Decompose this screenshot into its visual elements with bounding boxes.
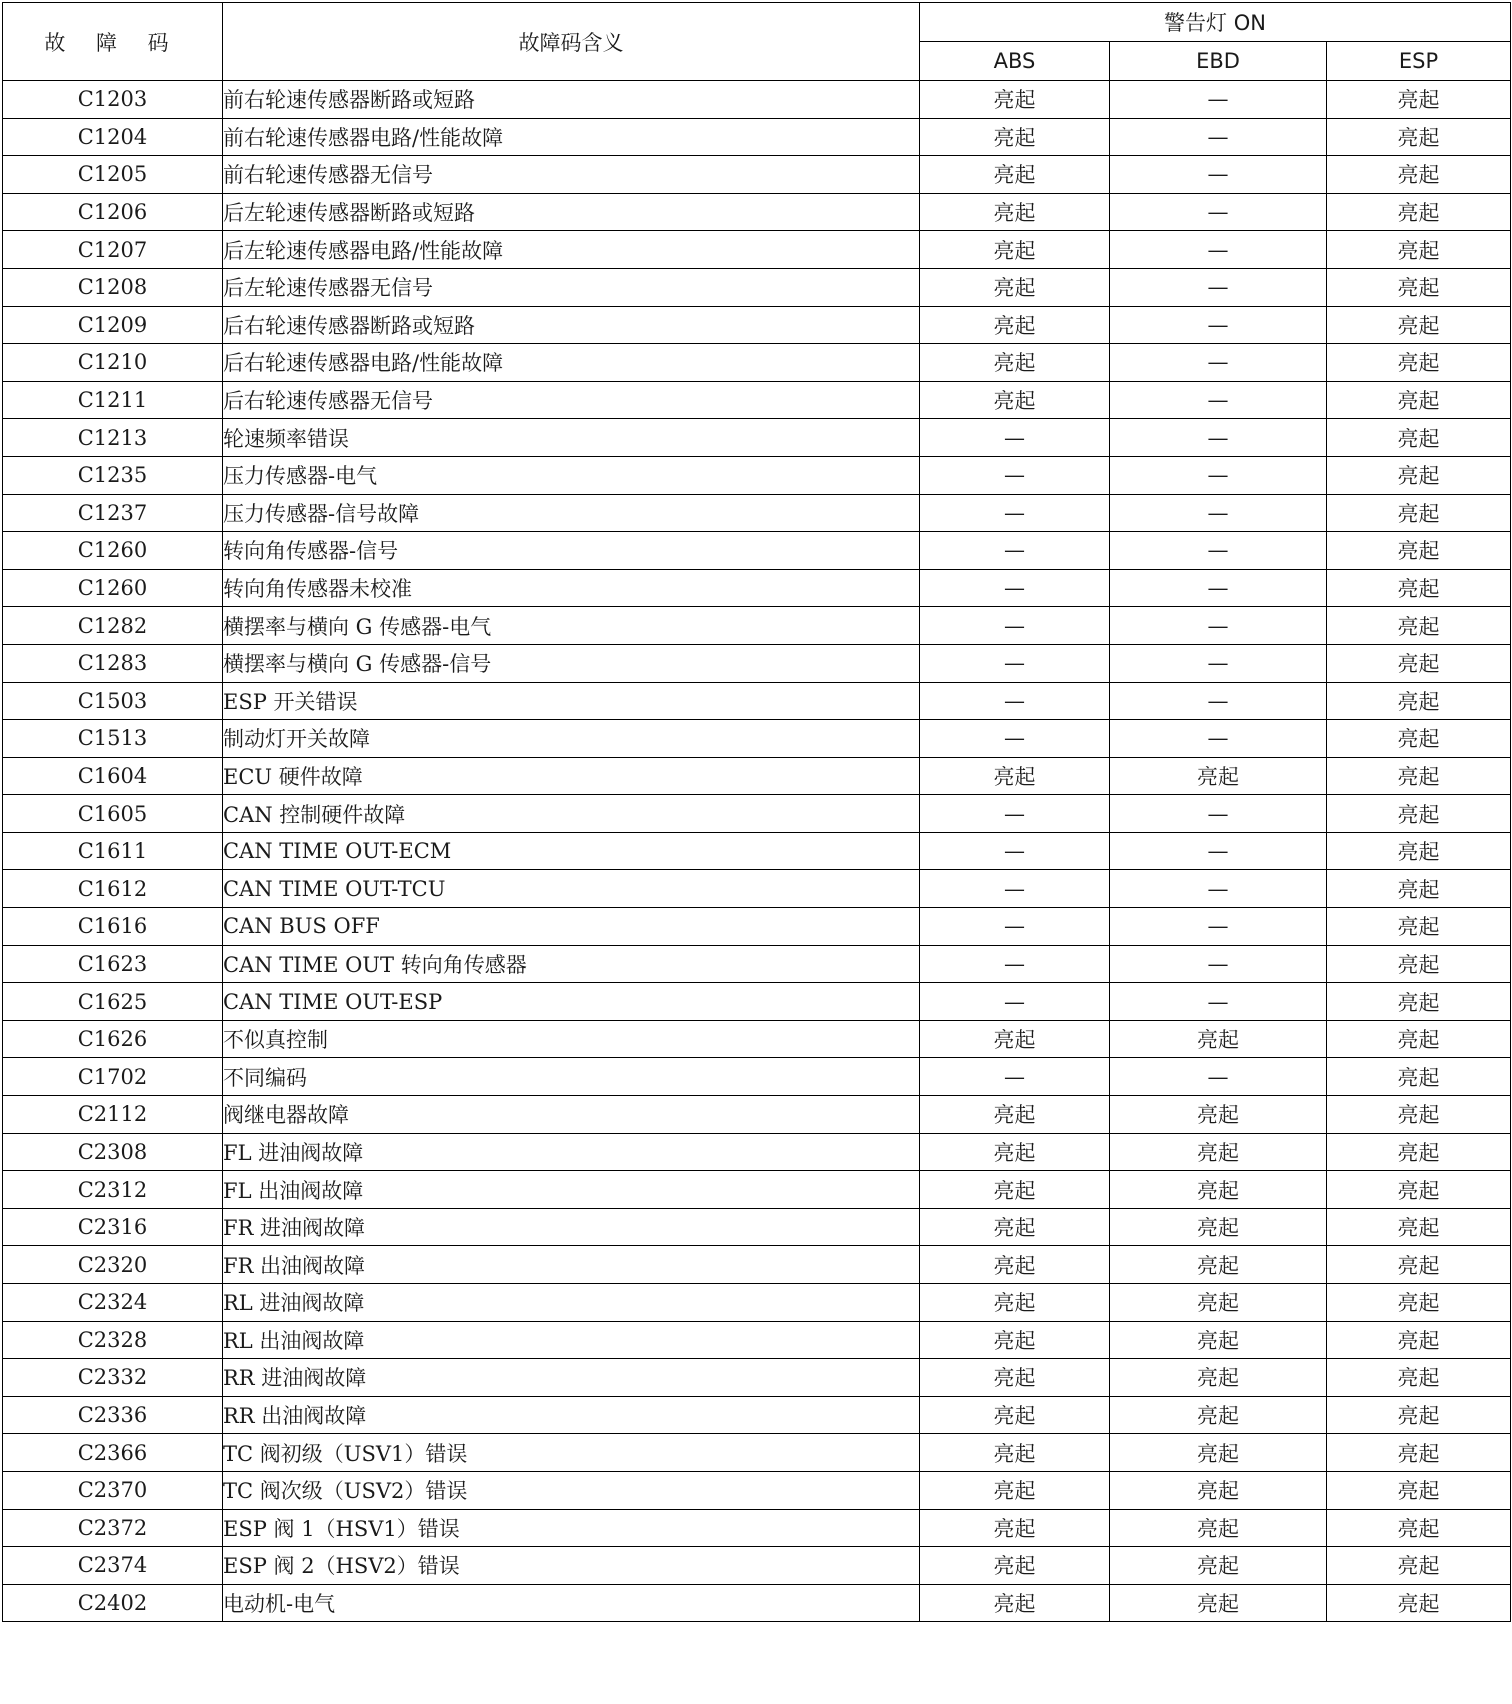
table-row [3,1584,1511,1622]
fault-meaning-cell: TC 阀次级（USV2）错误 [223,1471,920,1509]
esp-status-cell: 亮起 [1327,795,1511,833]
table-row [3,532,1511,570]
fault-code-cell: C1625 [3,983,223,1021]
ebd-status-cell: 亮起 [1110,1471,1327,1509]
esp-status-cell: 亮起 [1327,644,1511,682]
esp-status-cell: 亮起 [1327,456,1511,494]
abs-status-cell: 亮起 [920,1321,1110,1359]
ebd-status-cell: — [1110,607,1327,645]
fault-meaning-cell: 后右轮速传感器断路或短路 [223,306,920,344]
fault-code-table [2,2,1511,1622]
esp-status-cell: 亮起 [1327,983,1511,1021]
fault-meaning-cell: CAN TIME OUT-ESP [223,983,920,1021]
fault-code-cell: C1605 [3,795,223,833]
fault-meaning-cell: ESP 阀 1（HSV1）错误 [223,1509,920,1547]
abs-status-cell: 亮起 [920,268,1110,306]
fault-meaning-cell: 不同编码 [223,1058,920,1096]
fault-meaning-cell: FL 进油阀故障 [223,1133,920,1171]
table-row [3,1096,1511,1134]
esp-status-cell: 亮起 [1327,1133,1511,1171]
esp-status-cell: 亮起 [1327,1020,1511,1058]
fault-meaning-cell: 后右轮速传感器电路/性能故障 [223,344,920,382]
table-row [3,1321,1511,1359]
table-row [3,1208,1511,1246]
abs-status-cell: 亮起 [920,757,1110,795]
esp-status-cell: 亮起 [1327,156,1511,194]
table-row [3,306,1511,344]
ebd-status-cell: — [1110,456,1327,494]
fault-code-cell: C1623 [3,945,223,983]
fault-code-cell: C2402 [3,1584,223,1622]
ebd-status-cell: 亮起 [1110,1434,1327,1472]
fault-meaning-cell: ESP 阀 2（HSV2）错误 [223,1547,920,1585]
abs-status-cell: 亮起 [920,1509,1110,1547]
fault-code-cell: C1204 [3,118,223,156]
fault-code-cell: C1207 [3,231,223,269]
esp-status-cell: 亮起 [1327,344,1511,382]
table-row [3,682,1511,720]
fault-meaning-cell: 阀继电器故障 [223,1096,920,1134]
abs-status-cell: 亮起 [920,156,1110,194]
fault-code-cell: C1237 [3,494,223,532]
fault-code-cell: C2324 [3,1284,223,1322]
table-row [3,1359,1511,1397]
table-row [3,1171,1511,1209]
fault-code-cell: C1213 [3,419,223,457]
fault-code-cell: C1260 [3,569,223,607]
fault-code-cell: C2316 [3,1208,223,1246]
abs-status-cell: — [920,644,1110,682]
esp-status-cell: 亮起 [1327,81,1511,119]
ebd-status-cell: — [1110,381,1327,419]
ebd-status-cell: — [1110,118,1327,156]
esp-status-cell: 亮起 [1327,1509,1511,1547]
fault-meaning-cell: RR 出油阀故障 [223,1396,920,1434]
abs-status-cell: — [920,1058,1110,1096]
abs-status-cell: — [920,908,1110,946]
table-header [3,3,1511,81]
esp-status-cell: 亮起 [1327,1584,1511,1622]
esp-status-cell: 亮起 [1327,268,1511,306]
header-abs: ABS [920,42,1110,81]
table-row [3,1020,1511,1058]
ebd-status-cell: — [1110,720,1327,758]
esp-status-cell: 亮起 [1327,1547,1511,1585]
esp-status-cell: 亮起 [1327,569,1511,607]
abs-status-cell: — [920,832,1110,870]
table-row [3,757,1511,795]
ebd-status-cell: 亮起 [1110,1246,1327,1284]
ebd-status-cell: — [1110,231,1327,269]
fault-meaning-cell: CAN TIME OUT-ECM [223,832,920,870]
fault-meaning-cell: ESP 开关错误 [223,682,920,720]
esp-status-cell: 亮起 [1327,231,1511,269]
table-body [3,81,1511,1622]
table-row [3,795,1511,833]
abs-status-cell: — [920,870,1110,908]
ebd-status-cell: — [1110,193,1327,231]
ebd-status-cell: 亮起 [1110,1133,1327,1171]
table-row [3,193,1511,231]
abs-status-cell: — [920,682,1110,720]
fault-code-cell: C2372 [3,1509,223,1547]
esp-status-cell: 亮起 [1327,1171,1511,1209]
table-row [3,644,1511,682]
fault-code-cell: C1208 [3,268,223,306]
esp-status-cell: 亮起 [1327,1208,1511,1246]
fault-meaning-cell: 后左轮速传感器断路或短路 [223,193,920,231]
ebd-status-cell: — [1110,1058,1327,1096]
abs-status-cell: — [920,795,1110,833]
fault-meaning-cell: 前右轮速传感器无信号 [223,156,920,194]
fault-meaning-cell: ECU 硬件故障 [223,757,920,795]
header-row-top [3,3,1511,42]
abs-status-cell: — [920,419,1110,457]
fault-meaning-cell: 压力传感器-信号故障 [223,494,920,532]
ebd-status-cell: — [1110,945,1327,983]
esp-status-cell: 亮起 [1327,1359,1511,1397]
fault-meaning-cell: 轮速频率错误 [223,419,920,457]
fault-meaning-cell: 转向角传感器-信号 [223,532,920,570]
abs-status-cell: 亮起 [920,1434,1110,1472]
fault-code-cell: C1211 [3,381,223,419]
table-row [3,1284,1511,1322]
table-row [3,1471,1511,1509]
esp-status-cell: 亮起 [1327,419,1511,457]
ebd-status-cell: 亮起 [1110,1171,1327,1209]
abs-status-cell: 亮起 [920,1471,1110,1509]
fault-meaning-cell: 电动机-电气 [223,1584,920,1622]
abs-status-cell: 亮起 [920,1584,1110,1622]
table-row [3,1509,1511,1547]
table-row [3,344,1511,382]
table-row [3,419,1511,457]
table-row [3,1396,1511,1434]
fault-code-cell: C2374 [3,1547,223,1585]
table-row [3,494,1511,532]
table-row [3,1547,1511,1585]
fault-meaning-cell: 压力传感器-电气 [223,456,920,494]
abs-status-cell: 亮起 [920,231,1110,269]
fault-meaning-cell: 转向角传感器未校准 [223,569,920,607]
table-row [3,945,1511,983]
table-row [3,1434,1511,1472]
fault-meaning-cell: FR 进油阀故障 [223,1208,920,1246]
esp-status-cell: 亮起 [1327,945,1511,983]
esp-status-cell: 亮起 [1327,1246,1511,1284]
fault-code-cell: C1260 [3,532,223,570]
abs-status-cell: — [920,720,1110,758]
esp-status-cell: 亮起 [1327,1396,1511,1434]
fault-meaning-cell: 制动灯开关故障 [223,720,920,758]
esp-status-cell: 亮起 [1327,532,1511,570]
fault-code-cell: C1205 [3,156,223,194]
ebd-status-cell: 亮起 [1110,1396,1327,1434]
fault-code-cell: C1235 [3,456,223,494]
esp-status-cell: 亮起 [1327,1058,1511,1096]
fault-meaning-cell: FR 出油阀故障 [223,1246,920,1284]
abs-status-cell: 亮起 [920,344,1110,382]
esp-status-cell: 亮起 [1327,1321,1511,1359]
fault-meaning-cell: 后右轮速传感器无信号 [223,381,920,419]
abs-status-cell: — [920,983,1110,1021]
fault-code-cell: C1702 [3,1058,223,1096]
table-row [3,983,1511,1021]
ebd-status-cell: — [1110,81,1327,119]
ebd-status-cell: — [1110,795,1327,833]
ebd-status-cell: — [1110,983,1327,1021]
fault-code-cell: C1283 [3,644,223,682]
header-fault-meaning: 故障码含义 [223,3,920,81]
ebd-status-cell: 亮起 [1110,1509,1327,1547]
fault-meaning-cell: CAN BUS OFF [223,908,920,946]
fault-meaning-cell: 后左轮速传感器无信号 [223,268,920,306]
esp-status-cell: 亮起 [1327,832,1511,870]
fault-meaning-cell: FL 出油阀故障 [223,1171,920,1209]
fault-code-cell: C2328 [3,1321,223,1359]
ebd-status-cell: — [1110,306,1327,344]
abs-status-cell: — [920,494,1110,532]
ebd-status-cell: — [1110,569,1327,607]
esp-status-cell: 亮起 [1327,193,1511,231]
ebd-status-cell: — [1110,644,1327,682]
ebd-status-cell: 亮起 [1110,1208,1327,1246]
ebd-status-cell: — [1110,419,1327,457]
table-row [3,456,1511,494]
fault-code-cell: C2332 [3,1359,223,1397]
esp-status-cell: 亮起 [1327,870,1511,908]
ebd-status-cell: — [1110,156,1327,194]
fault-code-cell: C1513 [3,720,223,758]
fault-code-cell: C2370 [3,1471,223,1509]
table-row [3,118,1511,156]
ebd-status-cell: 亮起 [1110,1584,1327,1622]
esp-status-cell: 亮起 [1327,1284,1511,1322]
abs-status-cell: 亮起 [920,1284,1110,1322]
fault-code-cell: C2366 [3,1434,223,1472]
table-row [3,1058,1511,1096]
abs-status-cell: 亮起 [920,1396,1110,1434]
abs-status-cell: — [920,945,1110,983]
abs-status-cell: 亮起 [920,1547,1110,1585]
fault-code-cell: C2320 [3,1246,223,1284]
table-row [3,1246,1511,1284]
ebd-status-cell: 亮起 [1110,1284,1327,1322]
esp-status-cell: 亮起 [1327,306,1511,344]
fault-code-cell: C1203 [3,81,223,119]
abs-status-cell: — [920,532,1110,570]
fault-meaning-cell: RL 进油阀故障 [223,1284,920,1322]
abs-status-cell: 亮起 [920,193,1110,231]
table-row [3,607,1511,645]
abs-status-cell: 亮起 [920,306,1110,344]
fault-meaning-cell: 横摆率与横向 G 传感器-电气 [223,607,920,645]
esp-status-cell: 亮起 [1327,1096,1511,1134]
table-row [3,268,1511,306]
fault-code-cell: C1210 [3,344,223,382]
fault-code-cell: C1503 [3,682,223,720]
fault-meaning-cell: RR 进油阀故障 [223,1359,920,1397]
header-warning-light-group: 警告灯 ON [920,3,1511,42]
fault-meaning-cell: 前右轮速传感器断路或短路 [223,81,920,119]
fault-code-cell: C2308 [3,1133,223,1171]
abs-status-cell: 亮起 [920,1359,1110,1397]
esp-status-cell: 亮起 [1327,682,1511,720]
table-row [3,870,1511,908]
table-row [3,908,1511,946]
table-row [3,156,1511,194]
table-row [3,1133,1511,1171]
fault-code-cell: C2336 [3,1396,223,1434]
esp-status-cell: 亮起 [1327,757,1511,795]
abs-status-cell: 亮起 [920,1096,1110,1134]
fault-code-cell: C1282 [3,607,223,645]
ebd-status-cell: — [1110,532,1327,570]
esp-status-cell: 亮起 [1327,607,1511,645]
abs-status-cell: — [920,607,1110,645]
abs-status-cell: 亮起 [920,1246,1110,1284]
table-row [3,569,1511,607]
fault-meaning-cell: 不似真控制 [223,1020,920,1058]
header-ebd: EBD [1110,42,1327,81]
esp-status-cell: 亮起 [1327,381,1511,419]
ebd-status-cell: 亮起 [1110,757,1327,795]
abs-status-cell: — [920,456,1110,494]
fault-meaning-cell: 横摆率与横向 G 传感器-信号 [223,644,920,682]
ebd-status-cell: — [1110,268,1327,306]
fault-code-cell: C1604 [3,757,223,795]
abs-status-cell: 亮起 [920,381,1110,419]
table-row [3,381,1511,419]
esp-status-cell: 亮起 [1327,118,1511,156]
table-row [3,81,1511,119]
ebd-status-cell: 亮起 [1110,1321,1327,1359]
abs-status-cell: 亮起 [920,1171,1110,1209]
table-row [3,231,1511,269]
esp-status-cell: 亮起 [1327,908,1511,946]
ebd-status-cell: — [1110,870,1327,908]
ebd-status-cell: — [1110,832,1327,870]
fault-code-cell: C1626 [3,1020,223,1058]
fault-code-cell: C1611 [3,832,223,870]
abs-status-cell: 亮起 [920,118,1110,156]
fault-code-cell: C1616 [3,908,223,946]
ebd-status-cell: — [1110,908,1327,946]
ebd-status-cell: — [1110,344,1327,382]
abs-status-cell: 亮起 [920,81,1110,119]
ebd-status-cell: — [1110,494,1327,532]
table-row [3,720,1511,758]
fault-meaning-cell: 后左轮速传感器电路/性能故障 [223,231,920,269]
fault-code-cell: C1209 [3,306,223,344]
fault-meaning-cell: 前右轮速传感器电路/性能故障 [223,118,920,156]
abs-status-cell: 亮起 [920,1133,1110,1171]
ebd-status-cell: 亮起 [1110,1020,1327,1058]
fault-meaning-cell: CAN 控制硬件故障 [223,795,920,833]
header-esp: ESP [1327,42,1511,81]
header-fault-code: 故 障 码 [3,3,223,81]
fault-meaning-cell: CAN TIME OUT 转向角传感器 [223,945,920,983]
esp-status-cell: 亮起 [1327,1471,1511,1509]
fault-code-cell: C2112 [3,1096,223,1134]
fault-meaning-cell: TC 阀初级（USV1）错误 [223,1434,920,1472]
fault-code-cell: C1612 [3,870,223,908]
esp-status-cell: 亮起 [1327,1434,1511,1472]
fault-code-cell: C1206 [3,193,223,231]
ebd-status-cell: — [1110,682,1327,720]
table-row [3,832,1511,870]
ebd-status-cell: 亮起 [1110,1096,1327,1134]
ebd-status-cell: 亮起 [1110,1547,1327,1585]
esp-status-cell: 亮起 [1327,494,1511,532]
ebd-status-cell: 亮起 [1110,1359,1327,1397]
fault-code-cell: C2312 [3,1171,223,1209]
abs-status-cell: — [920,569,1110,607]
fault-meaning-cell: RL 出油阀故障 [223,1321,920,1359]
fault-meaning-cell: CAN TIME OUT-TCU [223,870,920,908]
abs-status-cell: 亮起 [920,1208,1110,1246]
esp-status-cell: 亮起 [1327,720,1511,758]
abs-status-cell: 亮起 [920,1020,1110,1058]
